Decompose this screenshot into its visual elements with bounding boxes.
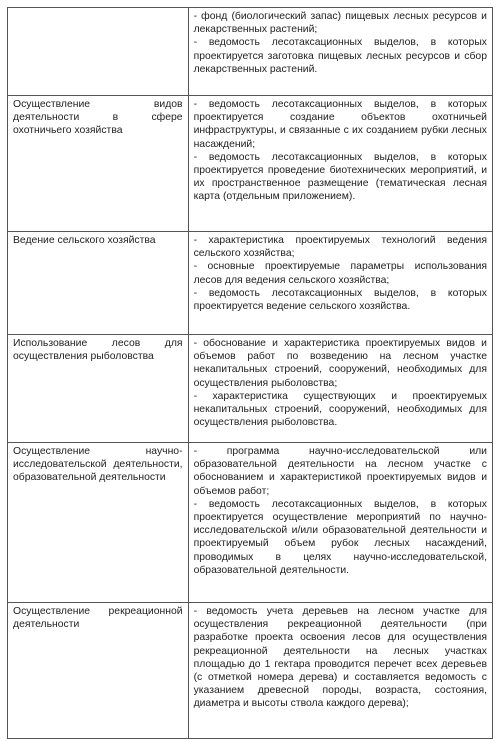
activity-cell: Ведение сельского хозяйства bbox=[8, 232, 189, 335]
activity-documents-table bbox=[7, 7, 493, 739]
documents-cell bbox=[188, 96, 492, 232]
document-item: - ведомость учета деревьев на лесном участке для осуществления рекреационной деятельности (при разработке проекта освоения лесов для осуществления рекреационной деятельности на лесных участках площадью до 1 гектара проводится перечет всех деревьев (с отметкой номера дерева) и составляется ведомость с указанием древесной породы, возраста, состояния, диаметра и высоты ствола каждого дерева); bbox=[193, 606, 487, 710]
document-item: - обоснование и характеристика проектируемых видов и объемов работ по возведению на лесном участке некапитальных строений, сооружений, необходимых для осуществления рыболовства; bbox=[193, 338, 487, 389]
document-item: - основные проектируемые параметры использования лесов для ведения сельского хозяйства; bbox=[193, 261, 487, 286]
table-row bbox=[8, 96, 493, 232]
table-row bbox=[8, 8, 493, 96]
table-row bbox=[8, 443, 493, 603]
activity-cell: Использование лесов для осуществления рыболовства bbox=[8, 335, 189, 443]
document-item: - ведомость лесотаксационных выделов, в которых проектируется проведение биотехнических мероприятий, и их пространственное размещение (тематическая лесная карта (отдельным приложением). bbox=[193, 151, 487, 203]
documents-cell bbox=[188, 232, 492, 335]
document-item: - ведомость лесотаксационных выделов, в которых проектируется осуществление мероприятий по научно-исследовательской и/или образовательной деятельности и проектируемый объем рубок лесных насаждений, проводимых в целях научно-исследовательской, образовательной деятельности. bbox=[193, 498, 487, 576]
document-item: - ведомость лесотаксационных выделов, в которых проектируется заготовка пищевых лесных ресурсов и сбор лекарственных растений. bbox=[193, 37, 487, 75]
document-item: - программа научно-исследовательской или образовательной деятельности на лесном участке с обоснованием и характеристикой проектируемых видов и объемов работ; bbox=[193, 446, 487, 497]
activity-cell: Осуществление видов деятельности в сфере охотничьего хозяйства bbox=[8, 96, 189, 232]
table-row bbox=[8, 232, 493, 335]
documents-cell bbox=[188, 8, 492, 96]
document-item: - ведомость лесотаксационных выделов, в которых проектируется ведение сельского хозяйства. bbox=[193, 287, 487, 313]
activity-cell bbox=[8, 8, 189, 96]
documents-cell bbox=[188, 603, 492, 739]
document-item: - характеристика проектируемых технологий ведения сельского хозяйства; bbox=[193, 235, 487, 260]
document-item: - фонд (биологический запас) пищевых лесных ресурсов и лекарственных растений; bbox=[193, 11, 487, 36]
activity-cell: Осуществление научно-исследовательской деятельности, образовательной деятельности bbox=[8, 443, 189, 603]
documents-cell bbox=[188, 443, 492, 603]
table-row bbox=[8, 335, 493, 443]
documents-cell bbox=[188, 335, 492, 443]
table-row bbox=[8, 603, 493, 739]
activity-cell: Осуществление рекреационной деятельности bbox=[8, 603, 189, 739]
document-item: - характеристика существующих и проектируемых некапитальных строений, сооружений, необходимых для осуществления рыболовства. bbox=[193, 390, 487, 429]
document-item: - ведомость лесотаксационных выделов, в которых проектируется создание объектов охотничьей инфраструктуры, и связанные с их созданием рубки лесных насаждений; bbox=[193, 99, 487, 150]
